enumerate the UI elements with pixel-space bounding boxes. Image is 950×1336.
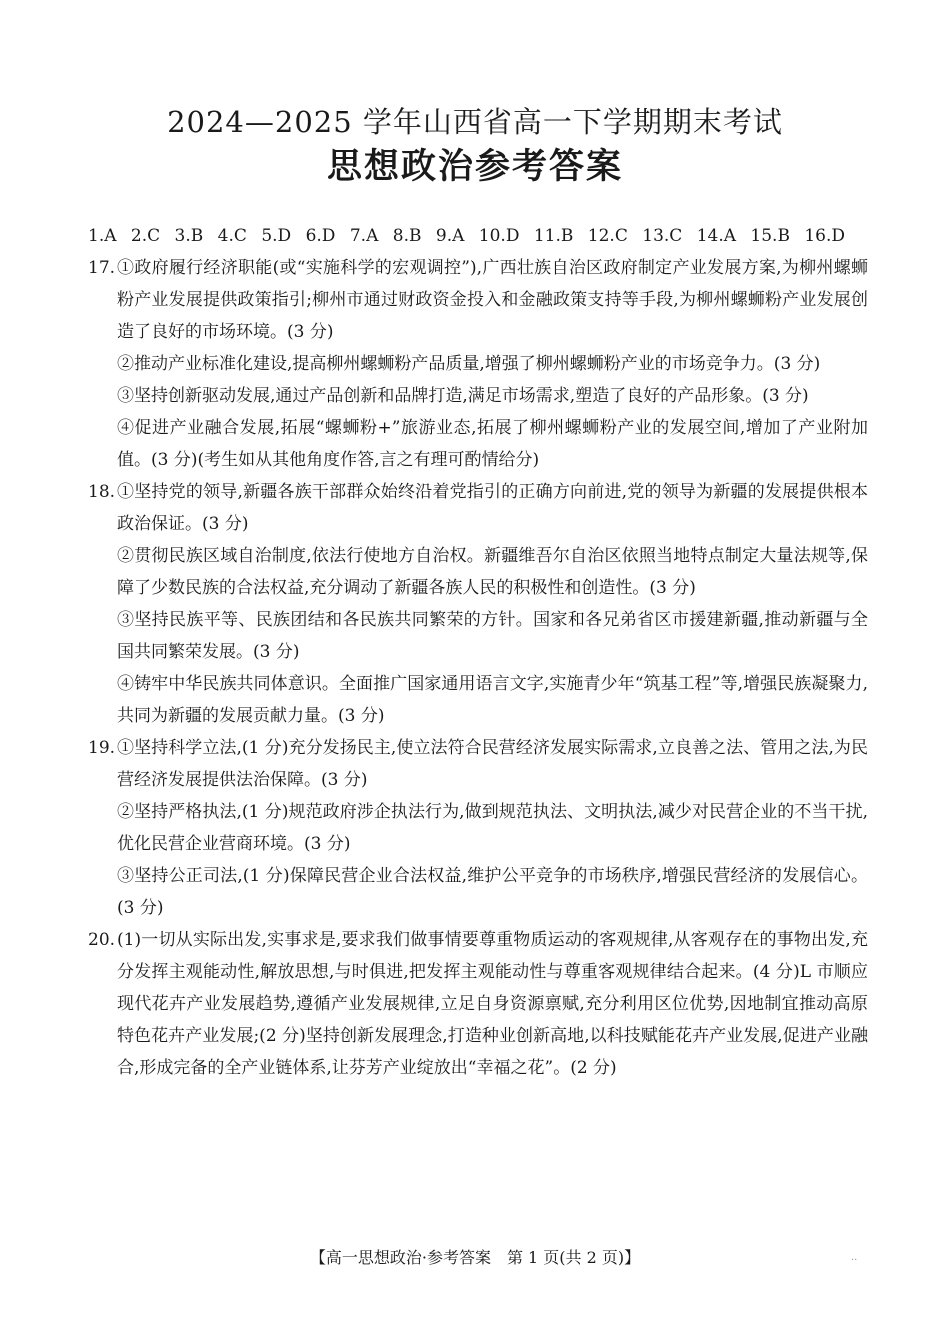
choice-answer: 5.D: [261, 226, 292, 246]
question-number: 17.: [88, 258, 116, 278]
choice-answer: 13.C: [642, 226, 683, 246]
choice-answer: 6.D: [305, 226, 336, 246]
answer-point: ③坚持创新驱动发展,通过产品创新和品牌打造,满足市场需求,塑造了良好的产品形象。(3 分): [117, 386, 809, 406]
question-number: 19.: [88, 738, 116, 758]
answer-point: ①坚持党的领导,新疆各族干部群众始终沿着党指引的正确方向前进,党的领导为新疆的发展提供根本政治保证。(3 分): [117, 482, 868, 534]
answer-key-title: 思想政治参考答案: [326, 147, 623, 187]
question-17-answer: [88, 252, 868, 476]
choice-answer: 14.A: [696, 226, 737, 246]
choice-answer: 10.D: [478, 226, 520, 246]
answer-content: [88, 220, 868, 1084]
answer-point: ②坚持严格执法,(1 分)规范政府涉企执法行为,做到规范执法、文明执法,减少对民营企业的不当干扰,优化民营企业营商环境。(3 分): [117, 802, 868, 854]
corner-mark: ··: [851, 1255, 858, 1266]
question-20-answer: [88, 924, 868, 1084]
choice-answer: 8.B: [392, 226, 422, 246]
choice-answer: 11.B: [533, 226, 574, 246]
choice-answer: 4.C: [217, 226, 247, 246]
question-number: 18.: [88, 482, 116, 502]
multiple-choice-answers: [88, 220, 868, 252]
answer-point: ④铸牢中华民族共同体意识。全面推广国家通用语言文字,实施青少年“筑基工程”等,增强民族凝聚力,共同为新疆的发展贡献力量。(3 分): [117, 674, 868, 726]
choice-answer: 16.D: [804, 226, 846, 246]
choice-answer: 15.B: [750, 226, 790, 246]
answer-point: ①坚持科学立法,(1 分)充分发扬民主,使立法符合民营经济发展实际需求,立良善之法、管用之法,为民营经济发展提供法治保障。(3 分): [117, 738, 868, 790]
question-18-answer: [88, 476, 868, 732]
answer-point: ②贯彻民族区域自治制度,依法行使地方自治权。新疆维吾尔自治区依照当地特点制定大量法规等,保障了少数民族的合法权益,充分调动了新疆各族人民的积极性和创造性。(3 分): [117, 546, 868, 598]
choice-answer: 12.C: [587, 226, 628, 246]
page-footer: 【高一思想政治·参考答案 第 1 页(共 2 页)】: [309, 1248, 641, 1267]
choice-answer: 7.A: [349, 226, 379, 246]
exam-title: 2024—2025 学年山西省高一下学期期末考试: [167, 105, 783, 139]
choice-answer: 3.B: [174, 226, 204, 246]
answer-point: (1)一切从实际出发,实事求是,要求我们做事情要尊重物质运动的客观规律,从客观存在的事物出发,充分发挥主观能动性,解放思想,与时俱进,把发挥主观能动性与尊重客观规律结合起来。(4 分)L 市顺应现代花卉产业发展趋势,遵循产业发展规律,立足自身资源禀赋,充分利用区位优势,因地制宜推动高原特色花卉产业发展;(2 分)坚持创新发展理念,打造种业创新高地,以科技赋能花卉产业发展,促进产业融合,形成完备的全产业链体系,让芬芳产业绽放出“幸福之花”。(2 分): [117, 930, 868, 1078]
answer-point: ①政府履行经济职能(或“实施科学的宏观调控”),广西壮族自治区政府制定产业发展方案,为柳州螺蛳粉产业发展提供政策指引;柳州市通过财政资金投入和金融政策支持等手段,为柳州螺蛳粉产业发展创造了良好的市场环境。(3 分): [117, 258, 868, 342]
question-19-answer: [88, 732, 868, 924]
choice-answer: 9.A: [435, 226, 465, 246]
answer-point: ③坚持民族平等、民族团结和各民族共同繁荣的方针。国家和各兄弟省区市援建新疆,推动新疆与全国共同繁荣发展。(3 分): [117, 610, 868, 662]
question-number: 20.: [88, 930, 116, 950]
answer-point: ③坚持公正司法,(1 分)保障民营企业合法权益,维护公平竞争的市场秩序,增强民营经济的发展信心。(3 分): [117, 866, 868, 918]
answer-point: ②推动产业标准化建设,提高柳州螺蛳粉产品质量,增强了柳州螺蛳粉产业的市场竞争力。(3 分): [117, 354, 821, 374]
answer-point: ④促进产业融合发展,拓展“螺蛳粉+”旅游业态,拓展了柳州螺蛳粉产业的发展空间,增加了产业附加值。(3 分)(考生如从其他角度作答,言之有理可酌情给分): [117, 418, 868, 470]
choice-answer: 1.A: [88, 226, 117, 246]
choice-answer: 2.C: [130, 226, 161, 246]
